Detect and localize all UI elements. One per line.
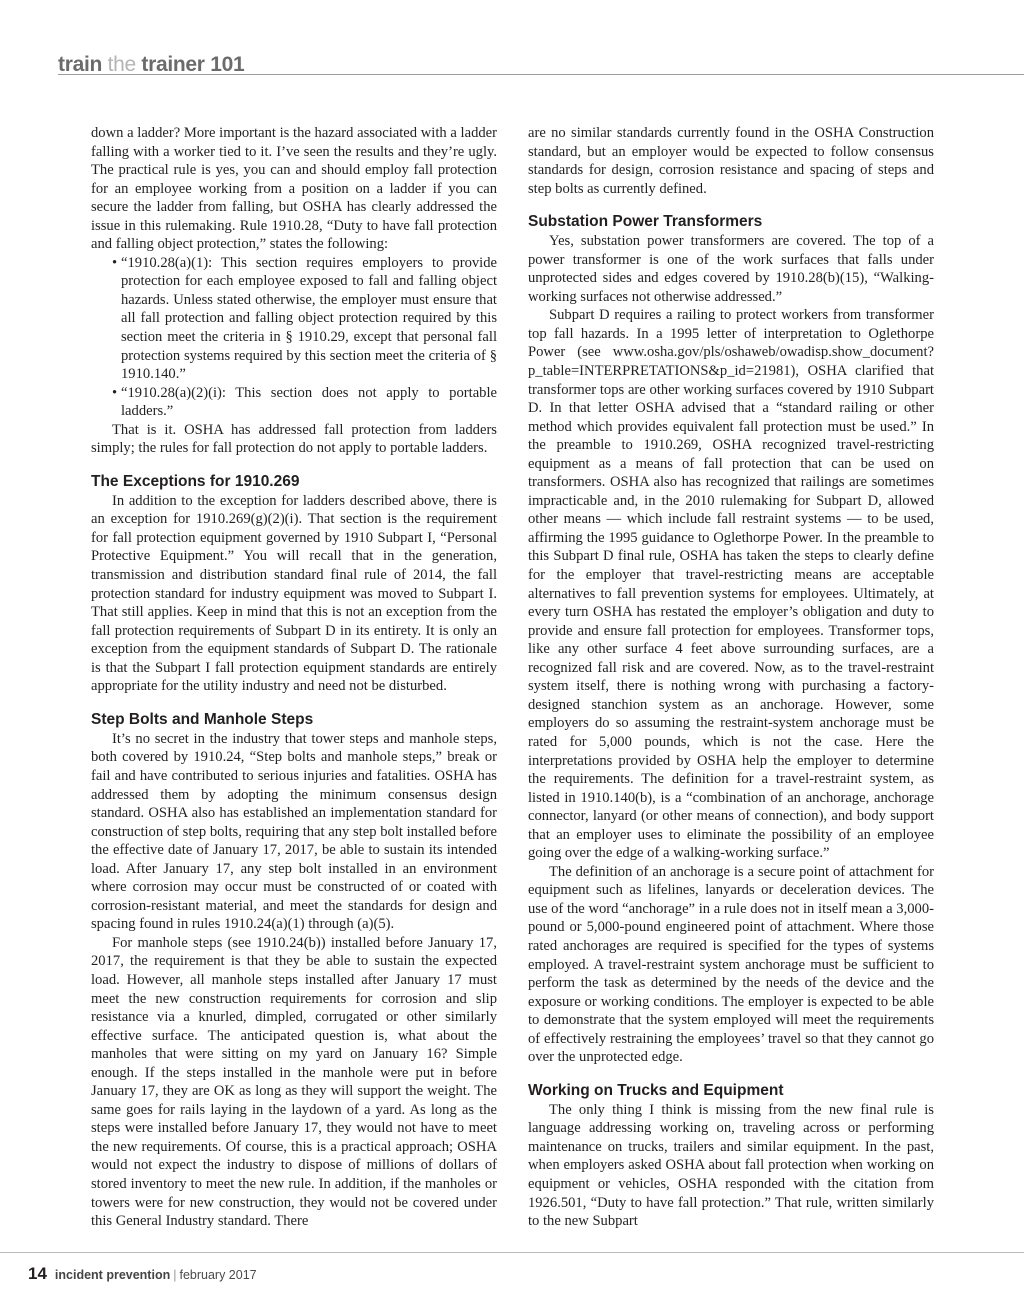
paragraph: are no similar standards currently found in the OSHA Construction standard, but an employer would be expected to follow consensus standards for design, corrosion resistance and spacing of steps and step bolts as currently defined. [528,125,934,197]
heading-exceptions: The Exceptions for 1910.269 [91,472,300,490]
paragraph: For manhole steps (see 1910.24(b)) installed before January 17, 2017, the requirement is that they be able to sustain the expected load. However, all manhole steps installed after January 17 must meet the new construction requirements for corrosion and slip resistance via a knurled, dimpled, corrugated or other similarly effective surface. The anticipated question is, what about the manholes that were sitting on my yard on January 16? Simple enough. If the steps installed in the manhole were put in before January 17, they are OK as long as they will support the weight. The same goes for rails laying in the laydown of a yard. As long as the steps were installed before January 17, they would not have to meet the new requirements. Of course, this is a practical approach; OSHA would not expect the industry to dispose of millions of dollars of stored inventory to meet the new rule. In addition, if the manholes or towers were for new construction, they would not be covered under this General Industry standard. There [91,934,497,1230]
paragraph: The definition of an anchorage is a secure point of attachment for equipment such as lifelines, lanyards or deceleration devices. The use of the word “anchorage” in a rule does not in itself mean a 3,000-pound or 5,000-pound engineered point of attachment. Where those rated anchorages are required is specified for the types of systems employed. A travel-restraint system anchorage must be sufficient to perform the task as determined by the needs of the device and the exposure or working conditions. The employer is expected to be able to demonstrate that the system employed will meet the requirements of effectively restraining the employees’ travel so that they cannot go over the unprotected edge. [528,863,934,1066]
paragraph: That is it. OSHA has addressed fall protection from ladders simply; the rules for fall protection do not apply to portable ladders. [91,421,497,457]
title-word-trainer: trainer 101 [141,53,245,76]
title-word-the: the [107,53,136,76]
paragraph: In addition to the exception for ladders described above, there is an exception for 1910.269(g)(2)(i). That section is the requirement for fall protection equipment governed by 1910 Subpart I, “Personal Protective Equipment.” You will recall that in the generation, transmission and distribution standard final rule of 2014, the fall protection standard for industry equipment was moved to Subpart I. That still applies. Keep in mind that this is not an exception from the fall protection requirements of Subpart D in its entirety. It is only an exception from the equipment standards of Subpart D. The rationale is that the Subpart I fall protection equipment standards are entirely appropriate for the utility industry and need not be disturbed. [91,492,497,695]
heading-step-bolts: Step Bolts and Manhole Steps [91,710,314,728]
paragraph: The only thing I think is missing from the new final rule is language addressing working on, traveling across or performing maintenance on trucks, trailers and similar equipment. In the past, when employers asked OSHA about fall protection when working on equipment or vehicles, OSHA responded with the citation from 1926.501, “Duty to have fall protection.” That rule, written similarly to the new Subpart [528,1101,934,1230]
right-column [528,124,934,1231]
section-title [58,54,244,75]
issue-date: february 2017 [179,1268,257,1282]
heading-trucks: Working on Trucks and Equipment [528,1081,784,1099]
paragraph: Yes, substation power transformers are covered. The top of a power transformer is one of the work surfaces that falls under unprotected sides and edges covered by 1910.28(b)(15), “Walking-working surfaces not otherwise addressed.” [528,233,934,305]
paragraph: down a ladder? More important is the hazard associated with a ladder falling with a worker tied to it. I’ve seen the results and they’re ugly. The practical rule is yes, you can and should employ fall protection for an employee working from a position on a ladder if you can secure the ladder from falling, but OSHA has clearly addressed the issue in this rulemaking. Rule 1910.28, “Duty to have fall protection and falling object protection,” states the following: [91,125,497,253]
heading-substation: Substation Power Transformers [528,213,763,231]
left-column [91,124,497,1231]
title-word-train: train [58,53,103,76]
publication-name: incident prevention [54,1268,171,1282]
paragraph: Subpart D requires a railing to protect workers from transformer top fall hazards. In a 1995 letter of interpretation to Oglethorpe Power (see www.osha.gov/pls/oshaweb/owadisp.show_document?p_table=INTERPRETATIONS&p_id=21981), OSHA clarified that transformer tops are other working surfaces covered by 1910 Subpart D. In that letter OSHA advised that a “standard railing or other method which provides equivalent fall protection must be used.” In the preamble to 1910.269, OSHA recognized travel-restricting equipment as a means of fall protection that can be used on transformers. OSHA also has recognized that railings are sometimes impracticable and, in the 2010 rulemaking for Subpart D, allowed other means — which include fall restraint systems — to be used, affirming the 1995 guidance to Oglethorpe Power. In the preamble to this Subpart D final rule, OSHA has taken the steps to clearly define for the employer that travel-restricting means are acceptable alternatives to fall prevention systems for employees. Ultimately, at every turn OSHA has restated the employer’s obligation and duty to provide and ensure fall protection for employees. Transformer tops, like any other surface 4 feet above surrounding surfaces, are a recognized fall risk and are covered. Now, as to the travel-restraint system itself, there is nothing wrong with purchasing a factory-designed stanchion system as an anchorage. However, some employers do so assuming the restraint-system anchorage must be rated for 5,000 pounds, which is not the case. Here the interpretations provided by OSHA help the employer to determine the requirements. The definition for a travel-restraint system, as listed in 1910.140(b), is a “combination of an anchorage, anchorage connector, lanyard (or other means of connection), and body support that an employer uses to eliminate the possibility of an employee going over the edge of a walking-working surface.” [528,307,934,862]
bullet-item: • “1910.28(a)(2)(i): This section does not apply to portable ladders.” [114,384,497,421]
paragraph: It’s no secret in the industry that tower steps and manhole steps, both covered by 1910.24, “Step bolts and manhole steps,” break or fail and have contributed to serious injuries and fatalities. OSHA has addressed them by adopting the minimum consensus design standard. OSHA also has established an implementation standard for construction of step bolts, requiring that any step bolt installed before the effective date of January 17, 2017, be able to sustain its intended load. After January 17, any step bolt installed in an environment where corrosion may occur must be constructed of or coated with corrosion-resistant material, and meet the standards for design and spacing found in rules 1910.24(a)(1) through (a)(5). [91,730,497,933]
bullet-item: • “1910.28(a)(1): This section requires employers to provide protection for each employee exposed to fall and falling object hazards. Unless stated otherwise, the employer must ensure that all fall protection and falling object protection required by this section meet the criteria in § 1910.29, except that personal fall protection systems required by this section meet the criteria of § 1910.140.” [114,254,497,384]
running-header [58,52,1024,75]
page-number: 14 [28,1264,47,1283]
page-footer [28,1264,257,1284]
bullet-list [91,254,497,421]
footer-separator: | [173,1268,177,1282]
footer-divider [0,1252,1024,1253]
